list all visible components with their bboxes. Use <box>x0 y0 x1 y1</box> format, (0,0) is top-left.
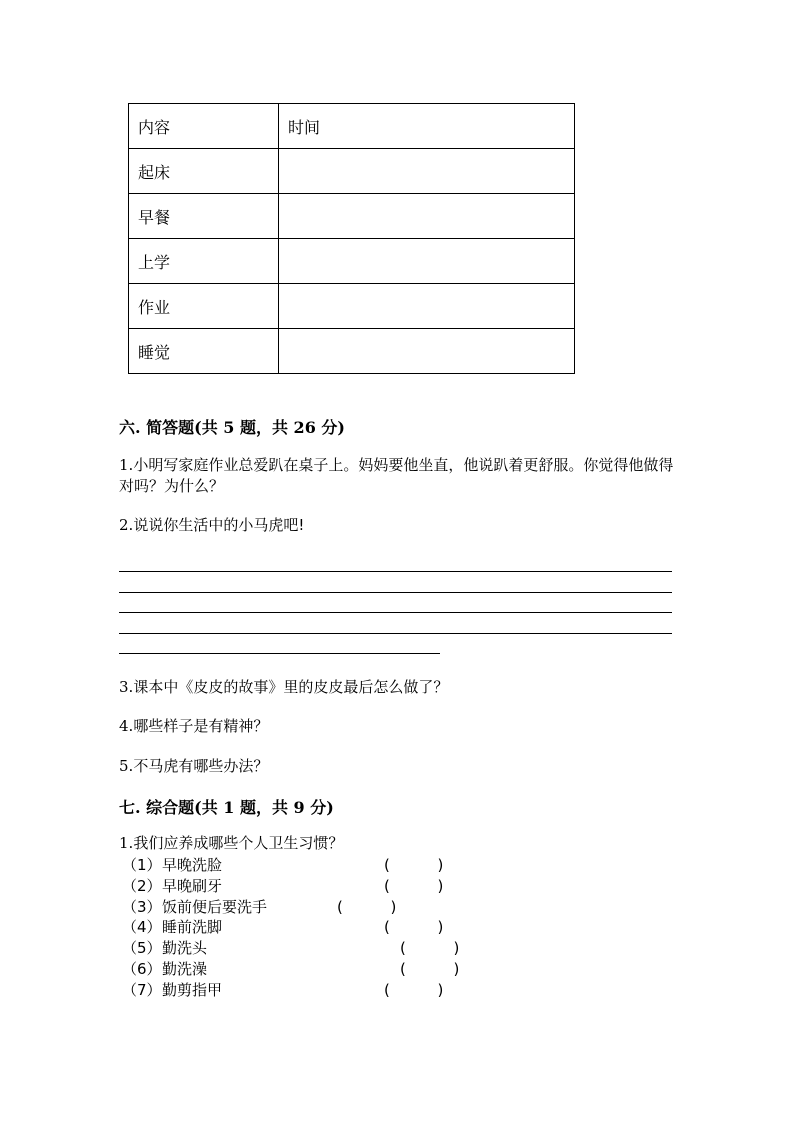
question-number: 5. <box>119 757 134 775</box>
answer-line <box>119 592 672 593</box>
habit-label: （7） <box>122 981 162 999</box>
habit-item <box>122 897 267 918</box>
habit-text: 早晚刷牙 <box>162 877 223 895</box>
table-cell-item: 起床 <box>129 149 279 194</box>
question-7-1 <box>119 833 679 854</box>
question-text: 哪些样子是有精神？ <box>133 717 269 735</box>
section-6-title: 六. 简答题(共 5 题，共 26 分) <box>119 418 345 437</box>
question-number: 1. <box>119 834 134 852</box>
table-cell-item: 上学 <box>129 239 279 284</box>
answer-parentheses[interactable]: ( ) <box>384 877 444 895</box>
habit-label: （1） <box>122 856 162 874</box>
habit-label: （6） <box>122 960 162 978</box>
table-row <box>129 194 575 239</box>
habit-label: （4） <box>122 918 162 936</box>
answer-parentheses[interactable]: ( ) <box>384 856 444 874</box>
table-cell-item: 睡觉 <box>129 329 279 374</box>
table-row <box>129 329 575 374</box>
table-cell-item: 作业 <box>129 284 279 329</box>
habit-text: 饭前便后要洗手 <box>162 898 268 916</box>
question-number: 2. <box>119 516 134 534</box>
habit-item <box>122 855 222 876</box>
table-cell-time <box>279 284 575 329</box>
table-cell-time <box>279 194 575 239</box>
table-cell-time <box>279 239 575 284</box>
schedule-table <box>128 103 575 374</box>
habit-label: （2） <box>122 877 162 895</box>
answer-parentheses[interactable]: ( ) <box>384 981 444 999</box>
question-text: 不马虎有哪些办法？ <box>133 757 269 775</box>
answer-line <box>119 653 440 654</box>
question-number: 1. <box>119 456 134 474</box>
habit-item <box>122 938 207 959</box>
habit-item <box>122 959 207 980</box>
question-text: 课本中《皮皮的故事》里的皮皮最后怎么做了？ <box>133 678 449 696</box>
habit-text: 勤剪指甲 <box>162 981 223 999</box>
habit-label: （5） <box>122 939 162 957</box>
question-6-5 <box>119 756 679 777</box>
answer-line <box>119 571 672 572</box>
question-number: 4. <box>119 717 134 735</box>
table-cell-time <box>279 329 575 374</box>
answer-parentheses[interactable]: ( ) <box>400 960 460 978</box>
question-number: 3. <box>119 678 134 696</box>
answer-line <box>119 633 672 634</box>
answer-parentheses[interactable]: ( ) <box>400 939 460 957</box>
habit-item <box>122 917 222 938</box>
section-7-title: 七. 综合题(共 1 题，共 9 分) <box>119 798 334 817</box>
question-6-1 <box>119 455 679 497</box>
question-6-4 <box>119 716 679 737</box>
answer-parentheses[interactable]: ( ) <box>337 898 397 916</box>
question-text: 小明写家庭作业总爱趴在桌子上。妈妈要他坐直，他说趴着更舒服。你觉得他做得对吗？为什么？ <box>119 456 674 495</box>
question-6-2 <box>119 515 679 536</box>
answer-parentheses[interactable]: ( ) <box>384 918 444 936</box>
table-header-cell: 时间 <box>279 104 575 149</box>
table-cell-time <box>279 149 575 194</box>
habit-label: （3） <box>122 898 162 916</box>
question-6-3 <box>119 677 679 698</box>
habit-text: 睡前洗脚 <box>162 918 223 936</box>
table-row <box>129 149 575 194</box>
habit-text: 勤洗头 <box>162 939 208 957</box>
table-row <box>129 239 575 284</box>
table-header-cell: 内容 <box>129 104 279 149</box>
question-text: 我们应养成哪些个人卫生习惯？ <box>133 834 344 852</box>
answer-line <box>119 612 672 613</box>
table-cell-item: 早餐 <box>129 194 279 239</box>
habit-text: 早晚洗脸 <box>162 856 223 874</box>
question-text: 说说你生活中的小马虎吧! <box>133 516 305 534</box>
table-header-row <box>129 104 575 149</box>
habit-text: 勤洗澡 <box>162 960 208 978</box>
habit-item <box>122 980 222 1001</box>
habit-item <box>122 876 222 897</box>
table-row <box>129 284 575 329</box>
